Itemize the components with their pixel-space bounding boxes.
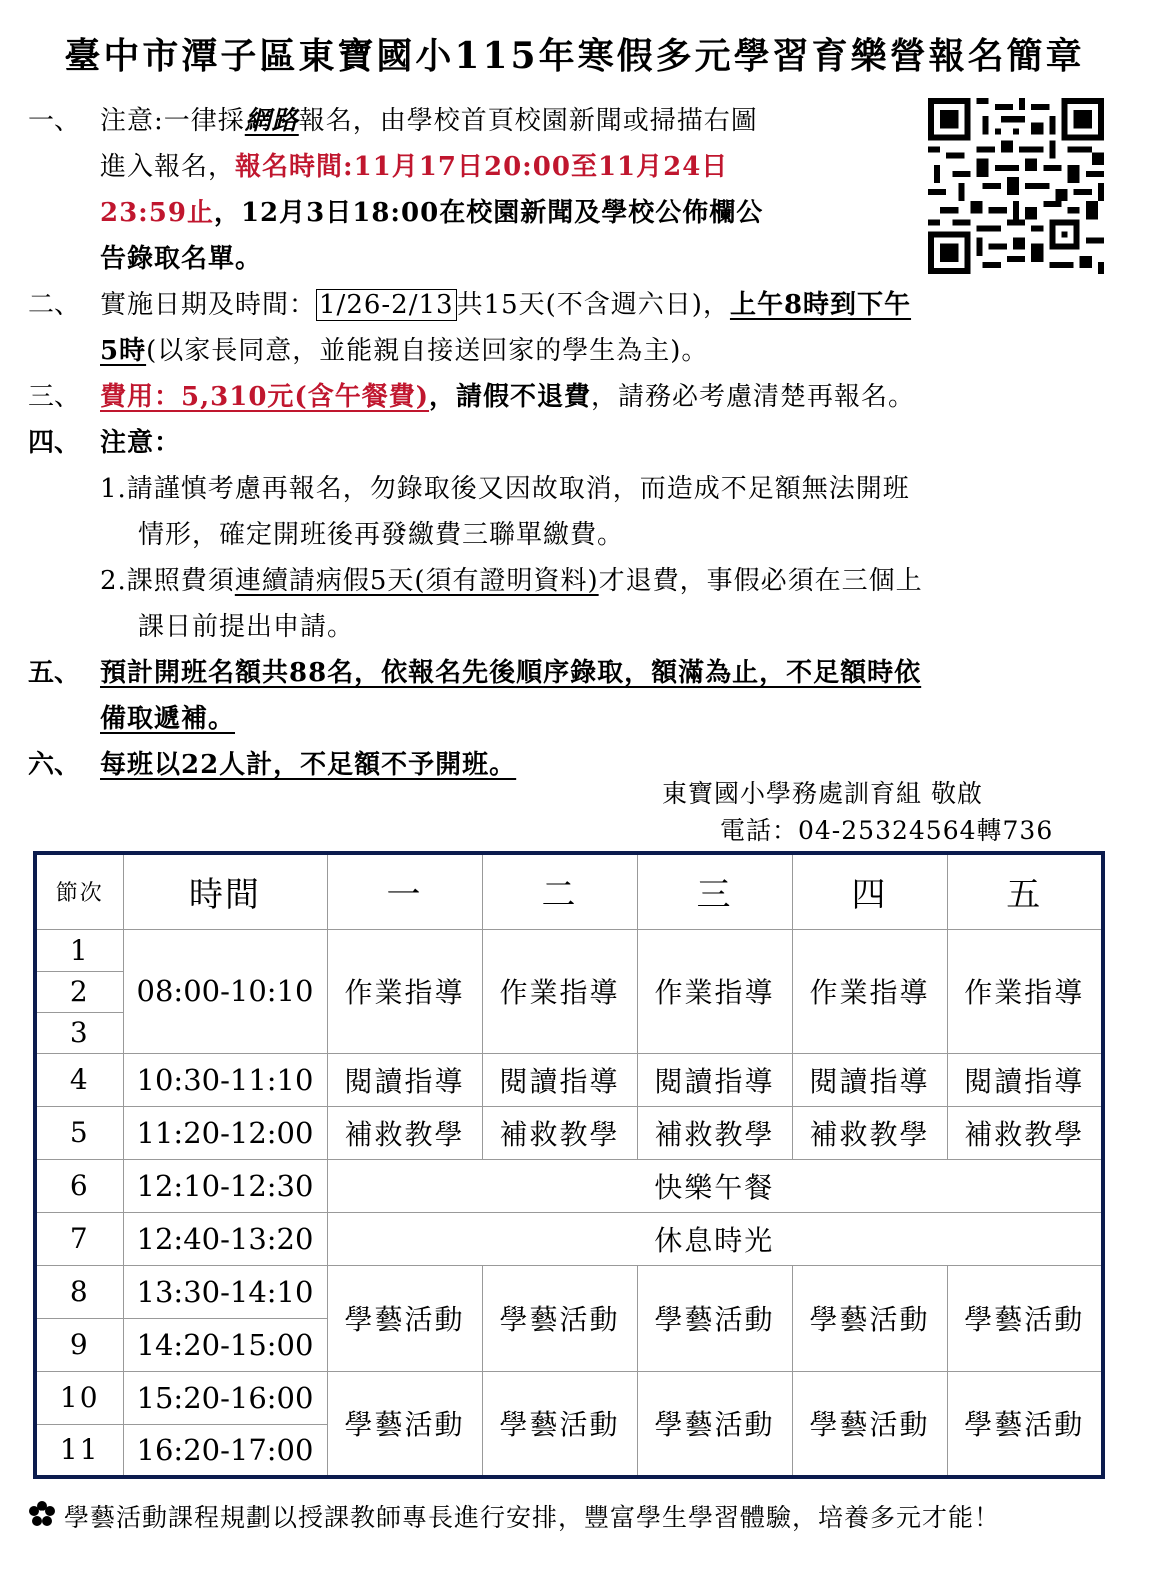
page-title: 臺中市潭子區東寶國小115年寒假多元學習育樂營報名簡章 <box>64 35 1085 77</box>
period-cell: 8 <box>35 1265 123 1318</box>
activity-cell: 學藝活動 <box>947 1371 1103 1477</box>
activity-cell: 補救教學 <box>482 1106 637 1159</box>
table-row <box>35 929 1103 971</box>
period-cell: 10 <box>35 1371 123 1424</box>
section-2-number: 二、 <box>28 290 81 320</box>
activity-cell: 學藝活動 <box>947 1265 1103 1371</box>
period-cell: 9 <box>35 1318 123 1371</box>
activity-cell: 學藝活動 <box>637 1371 792 1477</box>
activity-cell: 閱讀指導 <box>482 1053 637 1106</box>
activity-cell: 學藝活動 <box>327 1371 482 1477</box>
header-fri: 五 <box>947 853 1103 929</box>
time-cell: 10:30-11:10 <box>123 1053 327 1106</box>
qr-code-icon[interactable] <box>928 98 1104 274</box>
activity-cell: 補救教學 <box>637 1106 792 1159</box>
section-3-line: 費用：5,310元(含午餐費)，請假不退費，請務必考慮清楚再報名。 <box>100 382 916 412</box>
period-cell: 6 <box>35 1159 123 1212</box>
section-1-number: 一、 <box>28 106 81 136</box>
section-5-line-1: 預計開班名額共88名，依報名先後順序錄取，額滿為止，不足額時依 <box>100 658 922 688</box>
section-1-line-4: 告錄取名單。 <box>100 244 263 274</box>
activity-cell: 閱讀指導 <box>327 1053 482 1106</box>
activity-cell: 閱讀指導 <box>792 1053 947 1106</box>
time-cell: 12:10-12:30 <box>123 1159 327 1212</box>
section-5-number: 五、 <box>28 658 81 688</box>
lunch-cell: 快樂午餐 <box>327 1159 1103 1212</box>
rest-cell: 休息時光 <box>327 1212 1103 1265</box>
activity-cell: 學藝活動 <box>792 1265 947 1371</box>
activity-cell: 補救教學 <box>792 1106 947 1159</box>
activity-cell: 作業指導 <box>327 929 482 1053</box>
section-1-line-3: 23:59止，12月3日18:00在校園新聞及學校公佈欄公 <box>100 198 764 228</box>
activity-cell: 學藝活動 <box>327 1265 482 1371</box>
table-header-row <box>35 853 1103 929</box>
section-4-item-1-line-1: 1.請謹慎考慮再報名，勿錄取後又因故取消，而造成不足額無法開班 <box>100 474 910 504</box>
header-wed: 三 <box>637 853 792 929</box>
time-cell: 15:20-16:00 <box>123 1371 327 1424</box>
section-3-number: 三、 <box>28 382 81 412</box>
time-cell: 13:30-14:10 <box>123 1265 327 1318</box>
section-4-item-1-line-2: 情形，確定開班後再發繳費三聯單繳費。 <box>138 520 625 550</box>
time-cell: 14:20-15:00 <box>123 1318 327 1371</box>
section-1-line-2: 進入報名，報名時間:11月17日20:00至11月24日 <box>100 152 729 182</box>
activity-cell: 學藝活動 <box>482 1371 637 1477</box>
period-cell: 2 <box>35 971 123 1012</box>
table-row <box>35 1371 1103 1424</box>
period-cell: 4 <box>35 1053 123 1106</box>
section-2-line-2: 5時(以家長同意，並能親自接送回家的學生為主)。 <box>100 336 709 366</box>
footer-note-text: 學藝活動課程規劃以授課教師專長進行安排，豐富學生學習體驗，培養多元才能！ <box>64 1503 1001 1532</box>
signature-org: 東寶國小學務處訓育組 敬啟 <box>662 779 983 808</box>
activity-cell: 學藝活動 <box>792 1371 947 1477</box>
section-6-number: 六、 <box>28 750 81 780</box>
period-cell: 11 <box>35 1424 123 1477</box>
time-cell: 11:20-12:00 <box>123 1106 327 1159</box>
section-5-line-2: 備取遞補。 <box>100 704 236 734</box>
period-cell: 3 <box>35 1012 123 1053</box>
header-thu: 四 <box>792 853 947 929</box>
section-4-number: 四、 <box>28 428 81 458</box>
period-cell: 5 <box>35 1106 123 1159</box>
section-2-line-1: 實施日期及時間： 1/26-2/13 共15天(不含週六日)，上午8時到下午 <box>100 290 912 320</box>
period-cell: 1 <box>35 929 123 971</box>
table-row <box>35 1265 1103 1318</box>
period-cell: 7 <box>35 1212 123 1265</box>
activity-cell: 閱讀指導 <box>947 1053 1103 1106</box>
signature-phone: 電話：04-25324564轉736 <box>720 816 1054 845</box>
time-cell: 16:20-17:00 <box>123 1424 327 1477</box>
table-row <box>35 1212 1103 1265</box>
header-period: 節次 <box>35 853 123 929</box>
table-row <box>35 1106 1103 1159</box>
activity-cell: 閱讀指導 <box>637 1053 792 1106</box>
activity-cell: 作業指導 <box>792 929 947 1053</box>
header-mon: 一 <box>327 853 482 929</box>
time-cell: 08:00-10:10 <box>123 929 327 1053</box>
activity-cell: 補救教學 <box>327 1106 482 1159</box>
header-time: 時間 <box>123 853 327 929</box>
section-4-item-2-line-2: 課日前提出申請。 <box>138 612 355 642</box>
activity-cell: 作業指導 <box>482 929 637 1053</box>
section-1-line-1: 注意:一律採網路報名，由學校首頁校園新聞或掃描右圖 <box>100 106 758 136</box>
activity-cell: 作業指導 <box>637 929 792 1053</box>
activity-cell: 作業指導 <box>947 929 1103 1053</box>
footer-note <box>28 1500 1000 1536</box>
activity-cell: 學藝活動 <box>482 1265 637 1371</box>
table-row <box>35 1159 1103 1212</box>
activity-cell: 補救教學 <box>947 1106 1103 1159</box>
time-cell: 12:40-13:20 <box>123 1212 327 1265</box>
section-4-heading: 注意： <box>100 428 182 458</box>
section-4-item-2-line-1: 2.課照費須連續請病假5天(須有證明資料)才退費，事假必須在三個上 <box>100 566 923 596</box>
header-tue: 二 <box>482 853 637 929</box>
flower-icon <box>28 1500 56 1528</box>
activity-cell: 學藝活動 <box>637 1265 792 1371</box>
schedule-table <box>33 851 1105 1479</box>
table-row <box>35 1053 1103 1106</box>
section-6-line-1: 每班以22人計，不足額不予開班。 <box>100 750 517 780</box>
